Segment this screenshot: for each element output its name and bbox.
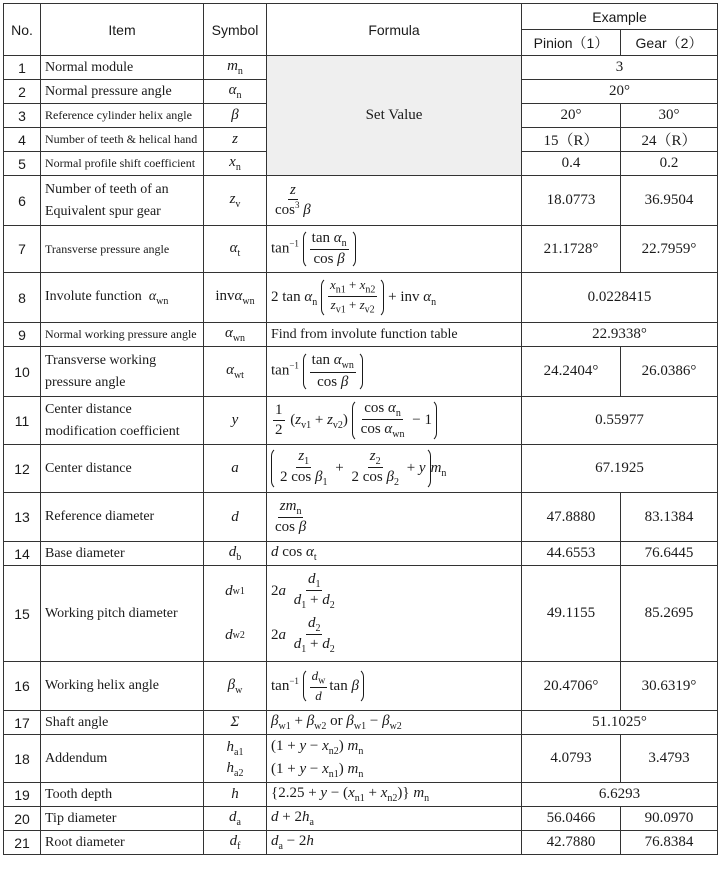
formula-cell: $\tan^{-1}$ $\frac{\tan \alpha_{wn}}{\text{cos β}}$ — [267, 347, 522, 397]
row-number: 10 — [4, 347, 41, 397]
gear-calculation-table — [3, 3, 718, 855]
fraction: $\frac{z}{\cos^3 \beta}$ — [275, 181, 311, 219]
table-row — [4, 323, 718, 347]
pinion-value: 44.6553 — [522, 542, 621, 566]
item-cell — [41, 397, 204, 445]
symbol-cell: invα$_{wn}$ — [204, 273, 267, 323]
row-number: 20 — [4, 807, 41, 831]
table-row — [4, 711, 718, 735]
row-number: 2 — [4, 80, 41, 104]
row-number: 14 — [4, 542, 41, 566]
row-number: 6 — [4, 176, 41, 226]
row-number: 19 — [4, 783, 41, 807]
header-symbol: Symbol — [204, 4, 267, 56]
item-line: modification coefficient — [45, 423, 180, 439]
row-number: 15 — [4, 566, 41, 662]
symbol-cell: $d_a$ — [204, 807, 267, 831]
gear-value: 90.0970 — [621, 807, 718, 831]
table-row — [4, 493, 718, 542]
symbol-cell: $z_v$ — [204, 176, 267, 226]
item-cell: Reference cylinder helix angle — [41, 104, 204, 128]
formula-cell: 2 a $\frac{d_1}{d_1 + d_2}$ 2 a $\frac{d_2}{d_1 + d_2}$ — [267, 566, 522, 662]
value-cell: 67.1925 — [522, 445, 718, 493]
table-row — [4, 542, 718, 566]
table-row — [4, 397, 718, 445]
item-cell — [41, 176, 204, 226]
row-number: 11 — [4, 397, 41, 445]
symbol-cell: $\alpha_{wn}$ — [204, 323, 267, 347]
item-cell: Involute function $\alpha_{wn}$ — [41, 273, 204, 323]
gear-value: 24（R） — [621, 128, 718, 152]
symbol-cell: $d_b$ — [204, 542, 267, 566]
item-cell: Tip diameter — [41, 807, 204, 831]
value-cell: 22.9338° — [522, 323, 718, 347]
header-gear: Gear（2） — [621, 30, 718, 56]
formula-cell: 2 $\tan \alpha_n$ $\frac{x_{n1} + x_{n2}}{z_{v1} + z_{v2}}$ + inv $\alpha_n$ — [267, 273, 522, 323]
table-row — [4, 783, 718, 807]
gear-value: 85.2695 — [621, 566, 718, 662]
row-number: 8 — [4, 273, 41, 323]
item-line: Transverse working — [45, 352, 157, 368]
symbol-cell: d w1 d w2 — [204, 566, 267, 662]
symbol-cell: y — [204, 397, 267, 445]
gear-value: 22.7959° — [621, 226, 718, 273]
table-row — [4, 176, 718, 226]
pinion-value: 49.1155 — [522, 566, 621, 662]
item-line: Number of teeth of an — [45, 181, 169, 197]
pinion-value: 56.0466 — [522, 807, 621, 831]
table-row — [4, 831, 718, 855]
table-row — [4, 347, 718, 397]
gear-value: 36.9504 — [621, 176, 718, 226]
gear-value: 0.2 — [621, 152, 718, 176]
symbol-cell: $\alpha_n$ — [204, 80, 267, 104]
pinion-value: 18.0773 — [522, 176, 621, 226]
symbol-cell: β — [204, 104, 267, 128]
table-row — [4, 56, 718, 80]
item-cell: Normal profile shift coefficient — [41, 152, 204, 176]
pinion-value: 24.2404° — [522, 347, 621, 397]
symbol-cell: $\alpha_{wt}$ — [204, 347, 267, 397]
symbol-cell: z — [204, 128, 267, 152]
pinion-value: 21.1728° — [522, 226, 621, 273]
pinion-value: 42.7880 — [522, 831, 621, 855]
set-value-cell: Set Value — [267, 56, 522, 176]
value-cell: 3 — [522, 56, 718, 80]
formula-cell: Find from involute function table — [267, 323, 522, 347]
item-cell: Working helix angle — [41, 662, 204, 711]
item-cell: Transverse pressure angle — [41, 226, 204, 273]
row-number: 17 — [4, 711, 41, 735]
gear-value: 83.1384 — [621, 493, 718, 542]
symbol-cell: d — [204, 493, 267, 542]
item-line: Center distance — [45, 401, 132, 417]
value-cell: 6.6293 — [522, 783, 718, 807]
formula-cell: $\tan^{-1}$ $\frac{d_w}{d}$ tan β — [267, 662, 522, 711]
item-cell: Tooth depth — [41, 783, 204, 807]
gear-value: 76.8384 — [621, 831, 718, 855]
table-row — [4, 662, 718, 711]
gear-value: 30.6319° — [621, 662, 718, 711]
item-cell: Center distance — [41, 445, 204, 493]
row-number: 9 — [4, 323, 41, 347]
item-line: Equivalent spur gear — [45, 203, 161, 219]
gear-value: 26.0386° — [621, 347, 718, 397]
item-cell: Normal module — [41, 56, 204, 80]
formula-cell: $(1 + y - x_{n2})$ $m_n$ $(1 + y - x_{n1})$ $m_n$ — [267, 735, 522, 783]
value-cell: 20° — [522, 80, 718, 104]
table-row — [4, 735, 718, 783]
symbol-cell: $x_n$ — [204, 152, 267, 176]
row-number: 21 — [4, 831, 41, 855]
symbol-cell: Σ — [204, 711, 267, 735]
value-cell: 51.1025° — [522, 711, 718, 735]
item-cell: Normal working pressure angle — [41, 323, 204, 347]
pinion-value: 15（R） — [522, 128, 621, 152]
header-item: Item — [41, 4, 204, 56]
row-number: 5 — [4, 152, 41, 176]
pinion-value: 47.8880 — [522, 493, 621, 542]
pinion-value: 4.0793 — [522, 735, 621, 783]
table-row — [4, 445, 718, 493]
formula-cell: $\{2.25 + y - (x_{n1} + x_{n2})\}$ $m_n$ — [267, 783, 522, 807]
row-number: 18 — [4, 735, 41, 783]
item-cell: Addendum — [41, 735, 204, 783]
row-number: 12 — [4, 445, 41, 493]
header-formula: Formula — [267, 4, 522, 56]
item-cell: Normal pressure angle — [41, 80, 204, 104]
pinion-value: 0.4 — [522, 152, 621, 176]
row-number: 3 — [4, 104, 41, 128]
formula-cell: $\tan^{-1}$ $\frac{\tan \alpha_n}{\text{cos β}}$ — [267, 226, 522, 273]
symbol-cell: $d_f$ — [204, 831, 267, 855]
symbol-cell: $\beta_w$ — [204, 662, 267, 711]
formula-cell: $d_a - 2h$ — [267, 831, 522, 855]
row-number: 4 — [4, 128, 41, 152]
item-cell: Base diameter — [41, 542, 204, 566]
gear-value: 76.6445 — [621, 542, 718, 566]
value-cell: 0.55977 — [522, 397, 718, 445]
formula-cell: $\frac{z_1}{2 \cos \beta_1}$ + $\frac{z_2}{2 \cos \beta_2}$ + y $m_n$ — [267, 445, 522, 493]
pinion-value: 20.4706° — [522, 662, 621, 711]
gear-value: 30° — [621, 104, 718, 128]
formula-cell: $\frac{zm_n}{\text{cos β}}$ — [267, 493, 522, 542]
pinion-value: 20° — [522, 104, 621, 128]
row-number: 16 — [4, 662, 41, 711]
header-row — [4, 4, 718, 30]
header-pinion: Pinion（1） — [522, 30, 621, 56]
item-cell: Shaft angle — [41, 711, 204, 735]
row-number: 13 — [4, 493, 41, 542]
header-example: Example — [522, 4, 718, 30]
item-cell: Reference diameter — [41, 493, 204, 542]
formula-cell: $\beta_{w1} + \beta_{w2}$ or $\beta_{w1} - \beta_{w2}$ — [267, 711, 522, 735]
item-cell: Working pitch diameter — [41, 566, 204, 662]
item-line: pressure angle — [45, 374, 126, 390]
formula-cell: $d + 2h_a$ — [267, 807, 522, 831]
formula-cell: d $\cos \alpha_t$ — [267, 542, 522, 566]
header-no: No. — [4, 4, 41, 56]
item-cell — [41, 347, 204, 397]
gear-value: 3.4793 — [621, 735, 718, 783]
item-cell: Number of teeth & helical hand — [41, 128, 204, 152]
table-row — [4, 226, 718, 273]
row-number: 7 — [4, 226, 41, 273]
item-text: Involute function — [45, 288, 142, 304]
formula-cell — [267, 176, 522, 226]
symbol-cell: h — [204, 783, 267, 807]
table-row — [4, 566, 718, 662]
symbol-cell: $h_{a1}$ $h_{a2}$ — [204, 735, 267, 783]
table-row — [4, 273, 718, 323]
symbol-cell: $m_n$ — [204, 56, 267, 80]
formula-cell: $\frac{1}{2}$ $(z_{v1} + z_{v2})$ $\frac{\cos \alpha_n}{\cos \alpha_{wn}}$ − 1 — [267, 397, 522, 445]
symbol-cell: a — [204, 445, 267, 493]
table-row — [4, 807, 718, 831]
symbol-cell: $\alpha_t$ — [204, 226, 267, 273]
row-number: 1 — [4, 56, 41, 80]
value-cell: 0.0228415 — [522, 273, 718, 323]
item-cell: Root diameter — [41, 831, 204, 855]
